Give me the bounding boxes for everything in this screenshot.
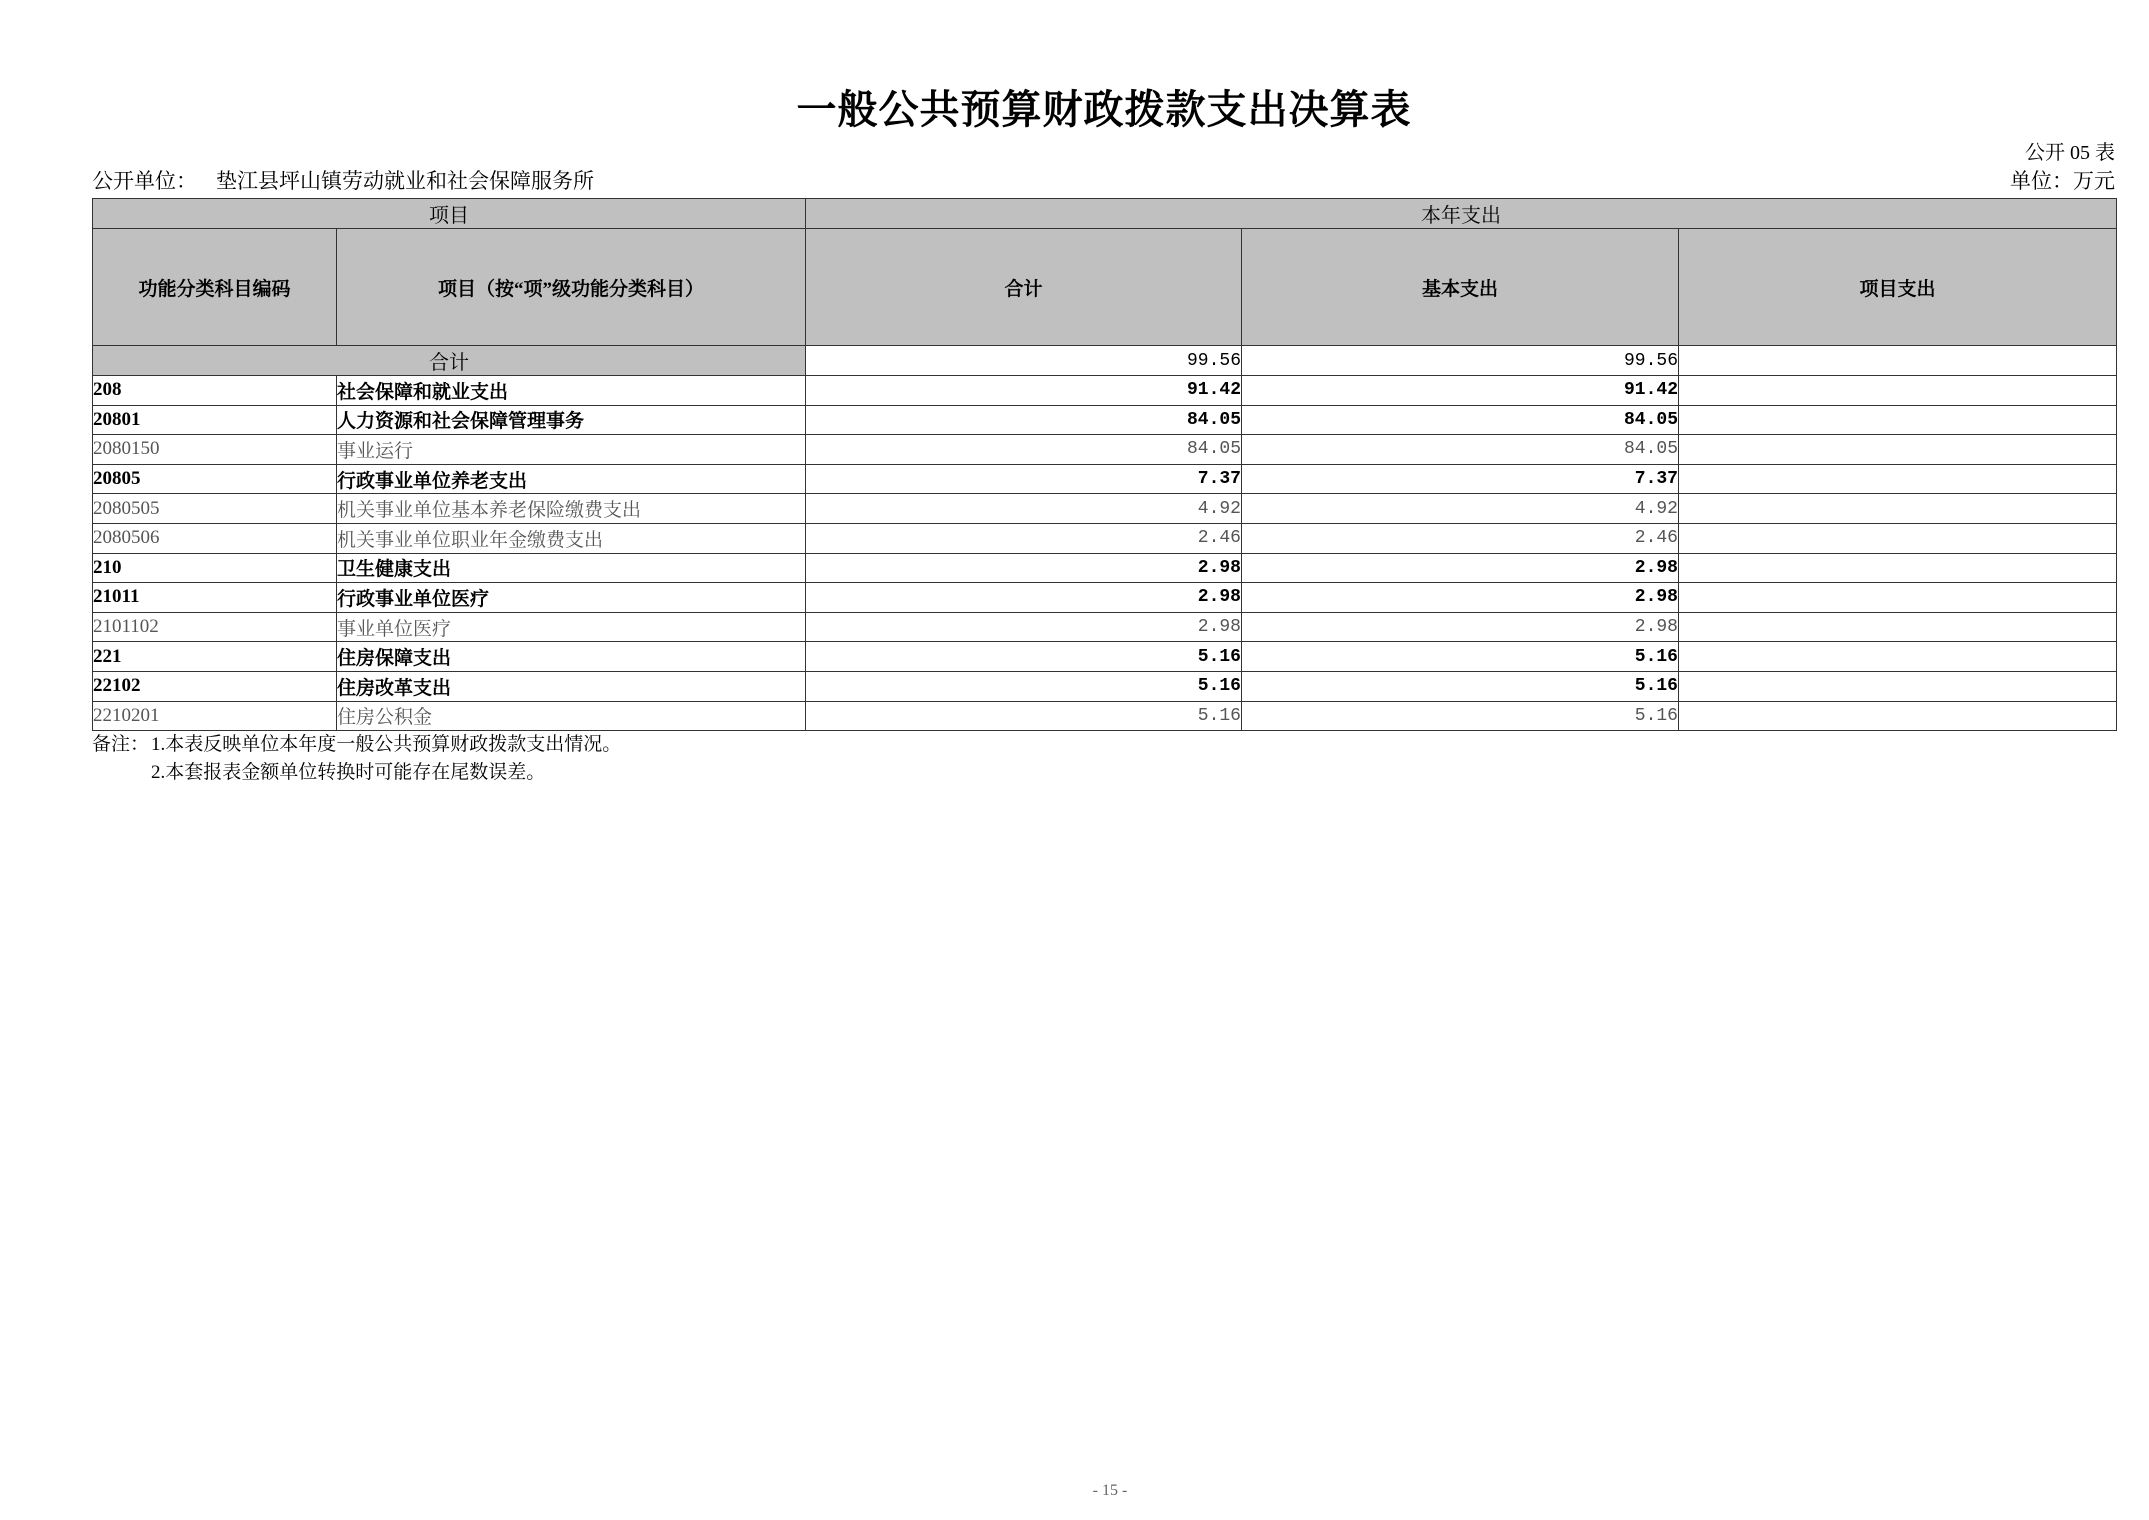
row-sum: 5.16	[806, 671, 1242, 701]
table-row	[93, 583, 2117, 613]
row-code: 22102	[93, 671, 337, 701]
row-basic: 2.98	[1242, 612, 1679, 642]
row-name: 社会保障和就业支出	[337, 376, 806, 406]
expenditure-table	[92, 198, 2117, 731]
row-project	[1679, 523, 2117, 553]
unit-name: 垫江县坪山镇劳动就业和社会保障服务所	[216, 169, 594, 193]
row-code: 2101102	[93, 612, 337, 642]
header-group-row	[93, 199, 2117, 229]
row-basic: 5.16	[1242, 701, 1679, 731]
row-name: 事业单位医疗	[337, 612, 806, 642]
table-row	[93, 701, 2117, 731]
row-code: 20801	[93, 405, 337, 435]
currency-unit: 单位：万元	[2010, 169, 2115, 193]
row-project	[1679, 376, 2117, 406]
column-header-basic: 基本支出	[1242, 229, 1679, 346]
row-project	[1679, 642, 2117, 672]
row-code: 21011	[93, 583, 337, 613]
row-name: 住房改革支出	[337, 671, 806, 701]
table-row	[93, 464, 2117, 494]
row-name: 住房公积金	[337, 701, 806, 731]
row-basic: 4.92	[1242, 494, 1679, 524]
row-basic: 91.42	[1242, 376, 1679, 406]
row-code: 221	[93, 642, 337, 672]
row-code: 2210201	[93, 701, 337, 731]
row-sum: 2.98	[806, 612, 1242, 642]
row-project	[1679, 405, 2117, 435]
row-code: 2080150	[93, 435, 337, 465]
total-label: 合计	[93, 346, 806, 376]
row-name: 行政事业单位养老支出	[337, 464, 806, 494]
column-header-name: 项目（按“项”级功能分类科目）	[337, 229, 806, 346]
row-project	[1679, 494, 2117, 524]
row-sum: 5.16	[806, 701, 1242, 731]
unit-label: 公开单位：	[92, 169, 197, 193]
header-item: 项目	[93, 199, 806, 229]
row-sum: 5.16	[806, 642, 1242, 672]
table-row	[93, 642, 2117, 672]
table-row	[93, 523, 2117, 553]
row-project	[1679, 671, 2117, 701]
row-sum: 7.37	[806, 464, 1242, 494]
row-sum: 2.98	[806, 553, 1242, 583]
row-basic: 5.16	[1242, 671, 1679, 701]
table-row	[93, 671, 2117, 701]
header-columns-row	[93, 229, 2117, 346]
table-row	[93, 435, 2117, 465]
row-name: 住房保障支出	[337, 642, 806, 672]
row-sum: 2.98	[806, 583, 1242, 613]
page-title: 一般公共预算财政拨款支出决算表	[796, 87, 1412, 132]
row-sum: 2.46	[806, 523, 1242, 553]
row-code: 2080505	[93, 494, 337, 524]
row-name: 事业运行	[337, 435, 806, 465]
row-sum: 91.42	[806, 376, 1242, 406]
table-row	[93, 553, 2117, 583]
row-project	[1679, 701, 2117, 731]
header-expense: 本年支出	[806, 199, 2117, 229]
notes-prefix: 备注：	[92, 734, 150, 755]
row-basic: 2.46	[1242, 523, 1679, 553]
row-project	[1679, 583, 2117, 613]
table-row	[93, 376, 2117, 406]
row-project	[1679, 553, 2117, 583]
table-row	[93, 494, 2117, 524]
row-code: 20805	[93, 464, 337, 494]
total-sum: 99.56	[806, 346, 1242, 376]
column-header-code: 功能分类科目编码	[93, 229, 337, 346]
row-code: 210	[93, 553, 337, 583]
row-sum: 84.05	[806, 435, 1242, 465]
row-sum: 4.92	[806, 494, 1242, 524]
column-header-project: 项目支出	[1679, 229, 2117, 346]
row-basic: 84.05	[1242, 435, 1679, 465]
table-row	[93, 612, 2117, 642]
table-row	[93, 405, 2117, 435]
row-name: 卫生健康支出	[337, 553, 806, 583]
row-name: 机关事业单位基本养老保险缴费支出	[337, 494, 806, 524]
form-number: 公开 05 表	[2025, 142, 2115, 164]
row-basic: 7.37	[1242, 464, 1679, 494]
row-name: 行政事业单位医疗	[337, 583, 806, 613]
total-project	[1679, 346, 2117, 376]
page-number: - 15 -	[1092, 1482, 1128, 1499]
row-basic: 5.16	[1242, 642, 1679, 672]
total-basic: 99.56	[1242, 346, 1679, 376]
row-project	[1679, 612, 2117, 642]
row-basic: 2.98	[1242, 553, 1679, 583]
row-code: 208	[93, 376, 337, 406]
row-project	[1679, 464, 2117, 494]
row-name: 人力资源和社会保障管理事务	[337, 405, 806, 435]
note-item: 2.本套报表金额单位转换时可能存在尾数误差。	[151, 762, 546, 783]
note-item: 1.本表反映单位本年度一般公共预算财政拨款支出情况。	[151, 734, 622, 755]
row-basic: 2.98	[1242, 583, 1679, 613]
row-project	[1679, 435, 2117, 465]
row-basic: 84.05	[1242, 405, 1679, 435]
row-name: 机关事业单位职业年金缴费支出	[337, 523, 806, 553]
row-sum: 84.05	[806, 405, 1242, 435]
row-code: 2080506	[93, 523, 337, 553]
column-header-sum: 合计	[806, 229, 1242, 346]
total-row	[93, 346, 2117, 376]
